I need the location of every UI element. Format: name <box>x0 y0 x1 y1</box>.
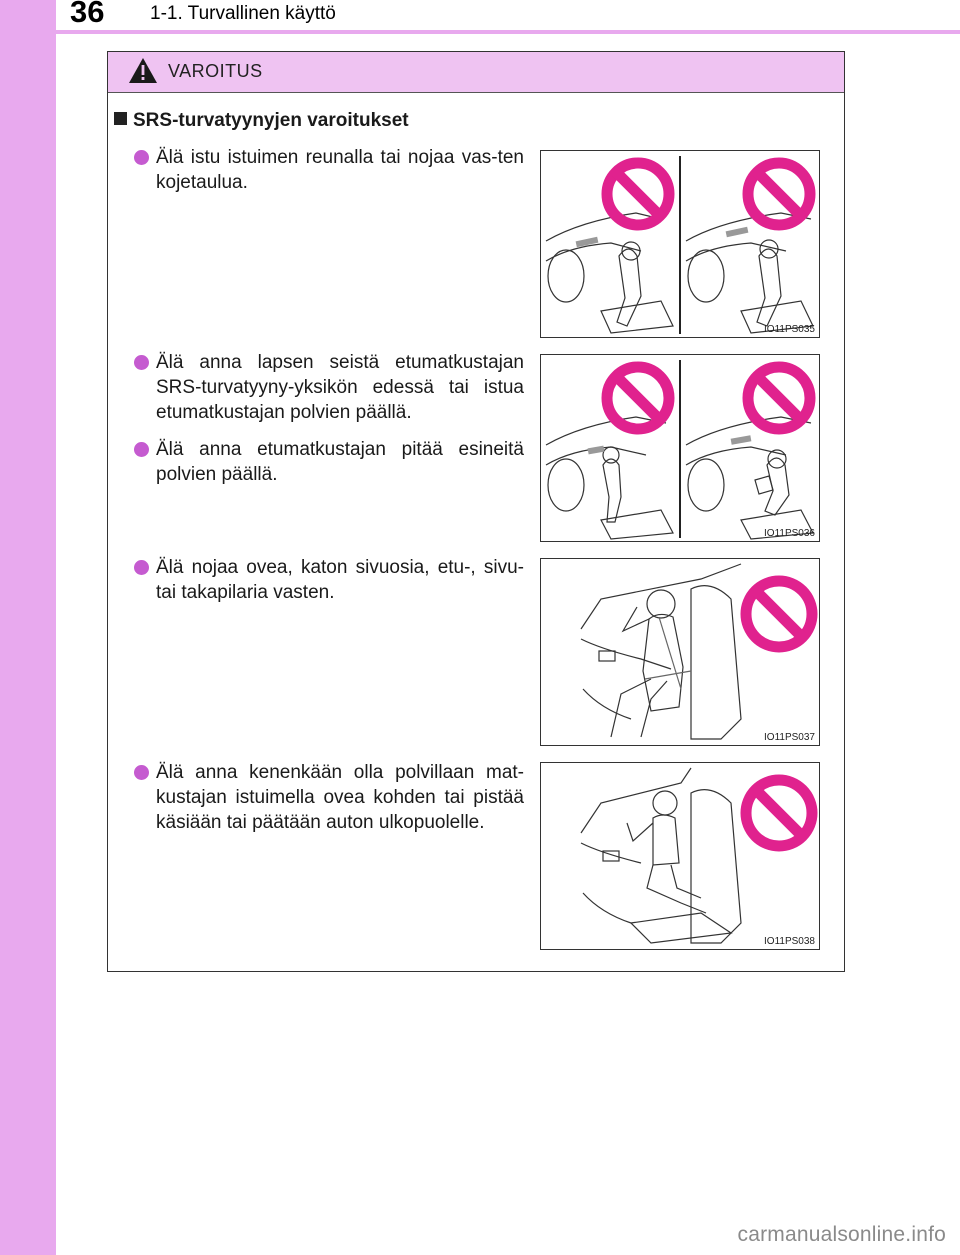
bullet-icon <box>134 560 149 575</box>
prohibited-sign-icon <box>748 367 810 429</box>
list-item <box>134 350 524 425</box>
prohibited-sign-icon <box>607 367 669 429</box>
lean-on-dashboard-illustration <box>541 151 820 338</box>
section-title: 1-1. Turvallinen käyttö <box>150 3 336 24</box>
prohibited-sign-icon <box>746 581 812 647</box>
list-item <box>134 145 524 195</box>
figure-illustration <box>540 150 820 338</box>
prohibited-sign-icon <box>748 163 810 225</box>
figure-code: IO11PS035 <box>764 324 815 335</box>
list-item <box>134 760 524 835</box>
figure-code: IO11PS038 <box>764 936 815 947</box>
warning-triangle-icon <box>128 57 158 84</box>
child-standing-illustration <box>541 355 820 542</box>
sidebar-band <box>0 0 56 1255</box>
list-item-text: Älä anna kenenkään olla polvillaan mat-kustajan istuimella ovea kohden tai pistää käsiään tai päätään auton ulkopuolelle. <box>156 762 524 833</box>
square-bullet-icon <box>114 112 127 125</box>
subheading <box>114 110 409 132</box>
list-item-text: Älä anna etumatkustajan pitää esineitä polvien päällä. <box>156 439 524 485</box>
figure-code: IO11PS036 <box>764 528 815 539</box>
list-item <box>134 437 524 487</box>
figure-illustration <box>540 558 820 746</box>
prohibited-sign-icon <box>746 780 812 846</box>
warning-label: VAROITUS <box>168 61 263 81</box>
header-rule <box>0 30 960 34</box>
warning-box <box>107 51 845 972</box>
kneeling-on-seat-illustration <box>541 763 820 950</box>
bullet-icon <box>134 442 149 457</box>
figure-illustration <box>540 354 820 542</box>
bullet-icon <box>134 150 149 165</box>
list-item-text: Älä istu istuimen reunalla tai nojaa vas-ten kojetaulua. <box>156 147 524 193</box>
figure-illustration <box>540 762 820 950</box>
list-item-text: Älä nojaa ovea, katon sivuosia, etu-, sivu- tai takapilaria vasten. <box>156 557 524 603</box>
footer-watermark: carmanualsonline.info <box>737 1223 946 1246</box>
warning-header <box>108 52 844 93</box>
bullet-icon <box>134 355 149 370</box>
list-item <box>134 555 524 605</box>
prohibited-sign-icon <box>607 163 669 225</box>
list-item-text: Älä anna lapsen seistä etumatkustajan SRS-turvatyyny-yksikön edessä tai istua etumatkustajan polvien päällä. <box>156 352 524 423</box>
figure-code: IO11PS037 <box>764 732 815 743</box>
lean-on-door-illustration <box>541 559 820 746</box>
page-number: 36 <box>70 0 105 29</box>
subheading-text: SRS-turvatyynyjen varoitukset <box>133 110 409 131</box>
bullet-icon <box>134 765 149 780</box>
